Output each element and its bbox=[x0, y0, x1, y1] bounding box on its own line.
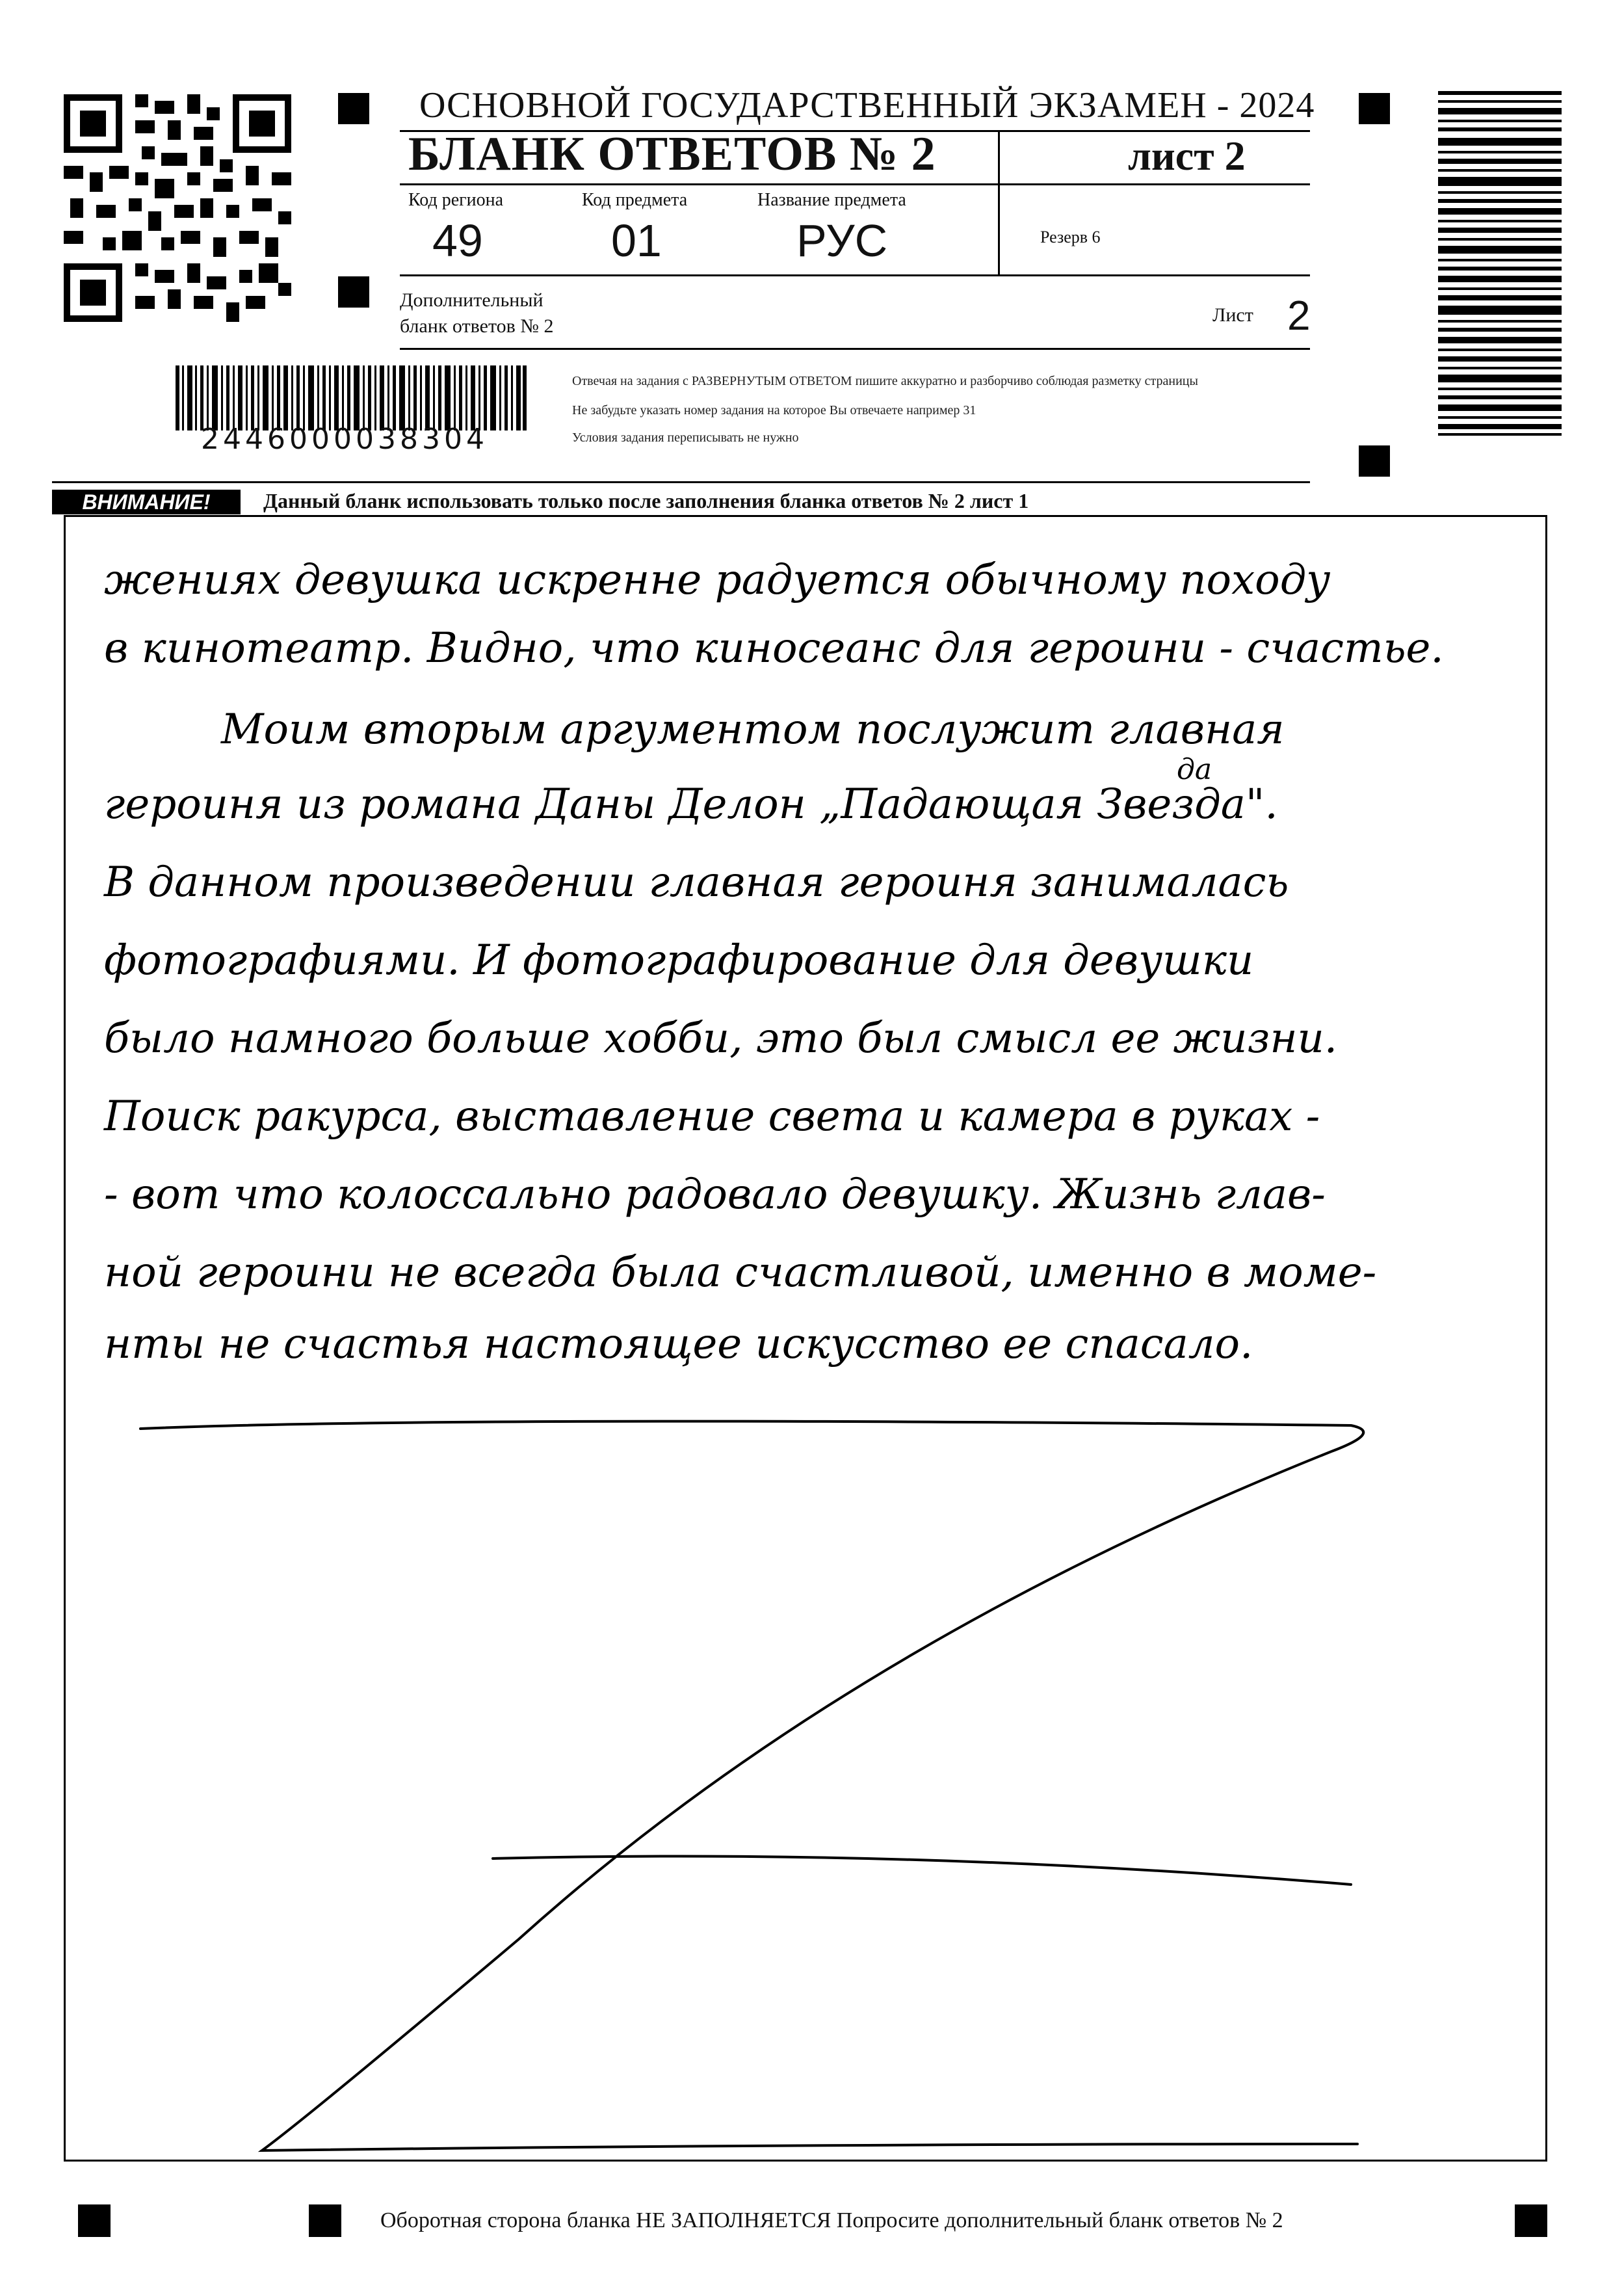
side-barcode bbox=[1438, 91, 1562, 436]
region-code: 49 bbox=[432, 215, 483, 266]
codes-rule bbox=[400, 274, 1310, 276]
answer-line: было намного больше хобби, это был смысл ее жизни. bbox=[104, 1014, 1338, 1063]
answer-line: в кинотеатр. Видно, что киносеанс для героини - счастье. bbox=[104, 624, 1444, 672]
header-divider bbox=[998, 130, 1000, 274]
exam-title: ОСНОВНОЙ ГОСУДАРСТВЕННЫЙ ЭКЗАМЕН - 2024 bbox=[419, 85, 1315, 126]
additional-label-2: бланк ответов № 2 bbox=[400, 315, 554, 337]
barcode-number: 2446000038304 bbox=[201, 423, 488, 456]
qr-code bbox=[64, 94, 291, 322]
instruction-3: Условия задания переписывать не нужно bbox=[572, 430, 799, 445]
answer-line: - вот что колоссально радовало девушку. Жизнь глав- bbox=[104, 1171, 1326, 1219]
registration-marker-top-right bbox=[1359, 93, 1390, 124]
answer-line: ной героини не всегда была счастливой, именно в моме- bbox=[104, 1249, 1377, 1297]
additional-rule bbox=[400, 348, 1310, 350]
warning-text: Данный бланк использовать только после заполнения бланка ответов № 2 лист 1 bbox=[263, 489, 1029, 512]
list-label: Лист bbox=[1212, 304, 1253, 326]
list-number: 2 bbox=[1287, 292, 1311, 339]
header-rule bbox=[400, 183, 1310, 185]
answer-line: В данном произведении главная героиня занималась bbox=[104, 858, 1289, 906]
registration-marker-bottom-right bbox=[1515, 2204, 1547, 2237]
answer-line: нты не счастья настоящее искусство ее спасало. bbox=[104, 1320, 1253, 1368]
registration-marker-top-left bbox=[338, 93, 369, 124]
warning-badge: ВНИМАНИЕ! bbox=[52, 490, 241, 514]
answer-line: фотографиями. И фотографирование для девушки bbox=[104, 936, 1254, 985]
instruction-2: Не забудьте указать номер задания на которое Вы отвечаете например 31 bbox=[572, 403, 976, 417]
form-title: БЛАНК ОТВЕТОВ № 2 bbox=[408, 127, 936, 181]
z-cancel-stroke bbox=[64, 515, 1547, 2162]
subject-name-label: Название предмета bbox=[757, 190, 906, 210]
region-code-label: Код региона bbox=[408, 190, 504, 210]
footer-note: Оборотная сторона бланка НЕ ЗАПОЛНЯЕТСЯ Попросите дополнительный бланк ответов № 2 bbox=[380, 2208, 1283, 2232]
instruction-1: Отвечая на задания с РАЗВЕРНУТЫМ ОТВЕТОМ пишите аккуратно и разборчиво соблюдая разметку страницы bbox=[572, 374, 1198, 388]
answer-line: жениях девушка искренне радуется обычному походу bbox=[104, 556, 1331, 604]
registration-marker-bottom-left bbox=[78, 2204, 111, 2237]
additional-label-1: Дополнительный bbox=[400, 289, 544, 311]
subject-code: 01 bbox=[611, 215, 662, 266]
answer-line: Поиск ракурса, выставление света и камера в руках - bbox=[104, 1092, 1320, 1141]
insertion-mark: да bbox=[1177, 753, 1212, 786]
instruction-rule bbox=[52, 481, 1310, 483]
subject-code-label: Код предмета bbox=[582, 190, 688, 210]
registration-marker-mid-left bbox=[338, 276, 369, 308]
subject-name: РУС bbox=[796, 215, 888, 266]
sheet-label: лист 2 bbox=[1128, 133, 1246, 179]
registration-marker-mid-right bbox=[1359, 445, 1390, 477]
answer-line: Моим вторым аргументом послужит главная bbox=[221, 706, 1285, 754]
reserve-label: Резерв 6 bbox=[1040, 228, 1101, 246]
answer-line: героиня из романа Даны Делон „Падающая Звезда". bbox=[104, 780, 1278, 828]
registration-marker-bottom-center bbox=[309, 2204, 341, 2237]
